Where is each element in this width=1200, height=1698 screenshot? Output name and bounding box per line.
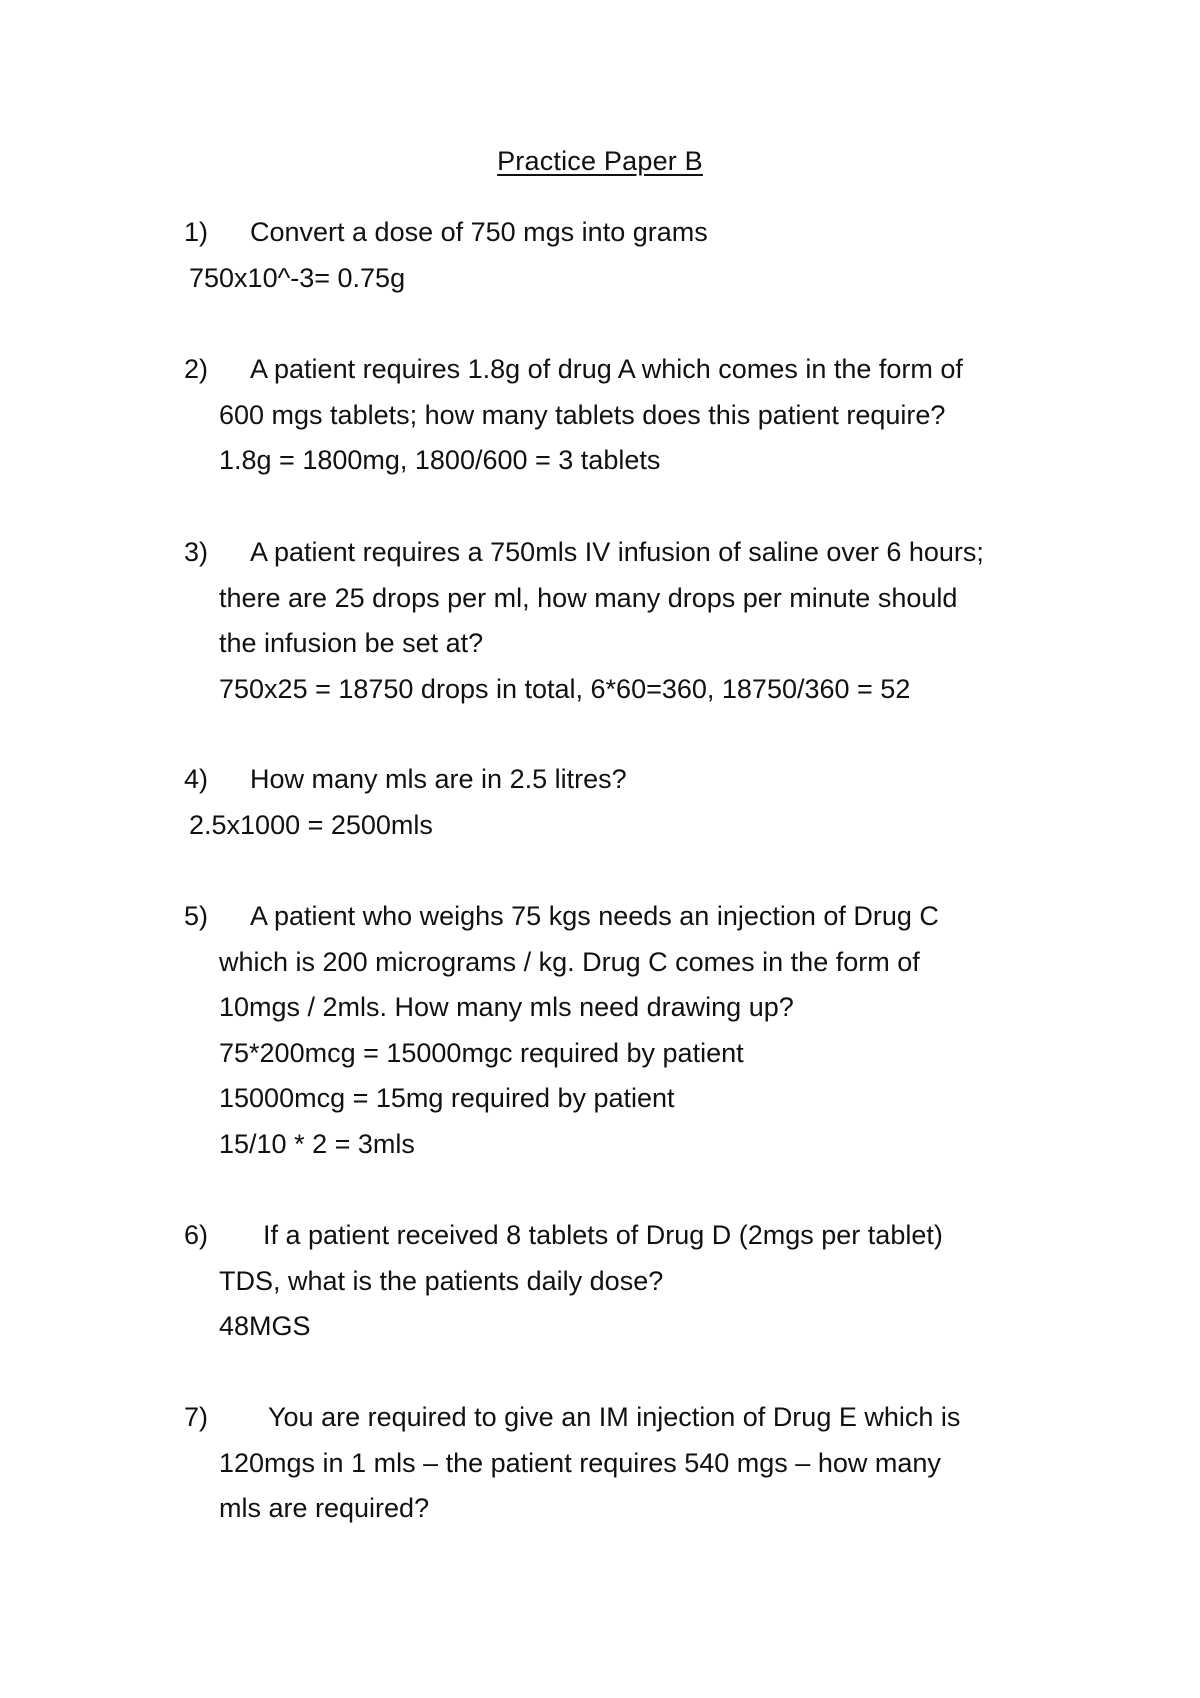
answer-line bbox=[0, 1304, 1200, 1350]
answer-text: 2.5x1000 = 2500mls bbox=[189, 809, 433, 840]
question-line bbox=[0, 347, 1200, 393]
question-line bbox=[0, 1486, 1200, 1532]
question-number: 5) bbox=[184, 901, 209, 931]
question-text: You are required to give an IM injection of Drug E which is bbox=[268, 1402, 961, 1432]
question-6 bbox=[0, 1213, 1200, 1350]
answer-text: 750x25 = 18750 drops in total, 6*60=360, 18750/360 = 52 bbox=[219, 673, 911, 704]
question-text: Convert a dose of 750 mgs into grams bbox=[250, 217, 708, 247]
answer-line bbox=[0, 1076, 1200, 1122]
question-line bbox=[0, 757, 1200, 803]
answer-line bbox=[0, 256, 1200, 302]
question-line bbox=[0, 985, 1200, 1031]
question-line bbox=[0, 1213, 1200, 1259]
question-5 bbox=[0, 894, 1200, 1167]
question-2 bbox=[0, 347, 1200, 484]
question-text: 120mgs in 1 mls – the patient requires 540 mgs – how many bbox=[219, 1447, 941, 1478]
question-number: 4) bbox=[184, 764, 209, 794]
question-line bbox=[0, 1395, 1200, 1441]
question-line bbox=[0, 576, 1200, 622]
answer-text: 48MGS bbox=[219, 1311, 311, 1341]
question-number: 1) bbox=[184, 217, 209, 247]
question-number: 2) bbox=[184, 354, 209, 384]
answer-text: 1.8g = 1800mg, 1800/600 = 3 tablets bbox=[219, 445, 661, 475]
question-number: 3) bbox=[184, 537, 209, 567]
question-text: 10mgs / 2mls. How many mls need drawing up? bbox=[219, 992, 794, 1022]
question-line bbox=[0, 393, 1200, 439]
question-4 bbox=[0, 757, 1200, 848]
answer-line bbox=[0, 803, 1200, 849]
question-text: TDS, what is the patients daily dose? bbox=[219, 1265, 664, 1296]
question-text: mls are required? bbox=[219, 1493, 430, 1523]
question-line bbox=[0, 1259, 1200, 1305]
question-text: A patient requires 1.8g of drug A which comes in the form of bbox=[250, 354, 963, 384]
answer-text: 75*200mcg = 15000mgc required by patient bbox=[219, 1037, 744, 1068]
question-line bbox=[0, 621, 1200, 667]
question-text: the infusion be set at? bbox=[219, 628, 484, 658]
question-text: How many mls are in 2.5 litres? bbox=[250, 764, 627, 794]
question-1 bbox=[0, 210, 1200, 301]
question-3 bbox=[0, 530, 1200, 712]
question-line bbox=[0, 530, 1200, 576]
answer-text: 15000mcg = 15mg required by patient bbox=[219, 1083, 675, 1113]
answer-line bbox=[0, 438, 1200, 484]
question-line bbox=[0, 940, 1200, 986]
question-number: 6) bbox=[184, 1220, 209, 1250]
question-text: A patient who weighs 75 kgs needs an injection of Drug C bbox=[250, 901, 939, 931]
question-text: 600 mgs tablets; how many tablets does this patient require? bbox=[219, 399, 946, 430]
question-line bbox=[0, 894, 1200, 940]
question-text: there are 25 drops per ml, how many drops per minute should bbox=[219, 582, 958, 613]
question-number: 7) bbox=[184, 1402, 209, 1432]
question-text: A patient requires a 750mls IV infusion of saline over 6 hours; bbox=[250, 537, 984, 567]
answer-line bbox=[0, 667, 1200, 713]
question-line bbox=[0, 210, 1200, 256]
question-text: If a patient received 8 tablets of Drug D (2mgs per tablet) bbox=[263, 1220, 943, 1250]
question-line bbox=[0, 1441, 1200, 1487]
question-7 bbox=[0, 1395, 1200, 1532]
answer-line bbox=[0, 1031, 1200, 1077]
page-title: Practice Paper B bbox=[497, 146, 703, 176]
answer-text: 15/10 * 2 = 3mls bbox=[219, 1128, 415, 1159]
answer-text: 750x10^-3= 0.75g bbox=[189, 262, 406, 293]
answer-line bbox=[0, 1122, 1200, 1168]
question-text: which is 200 micrograms / kg. Drug C comes in the form of bbox=[219, 946, 920, 977]
